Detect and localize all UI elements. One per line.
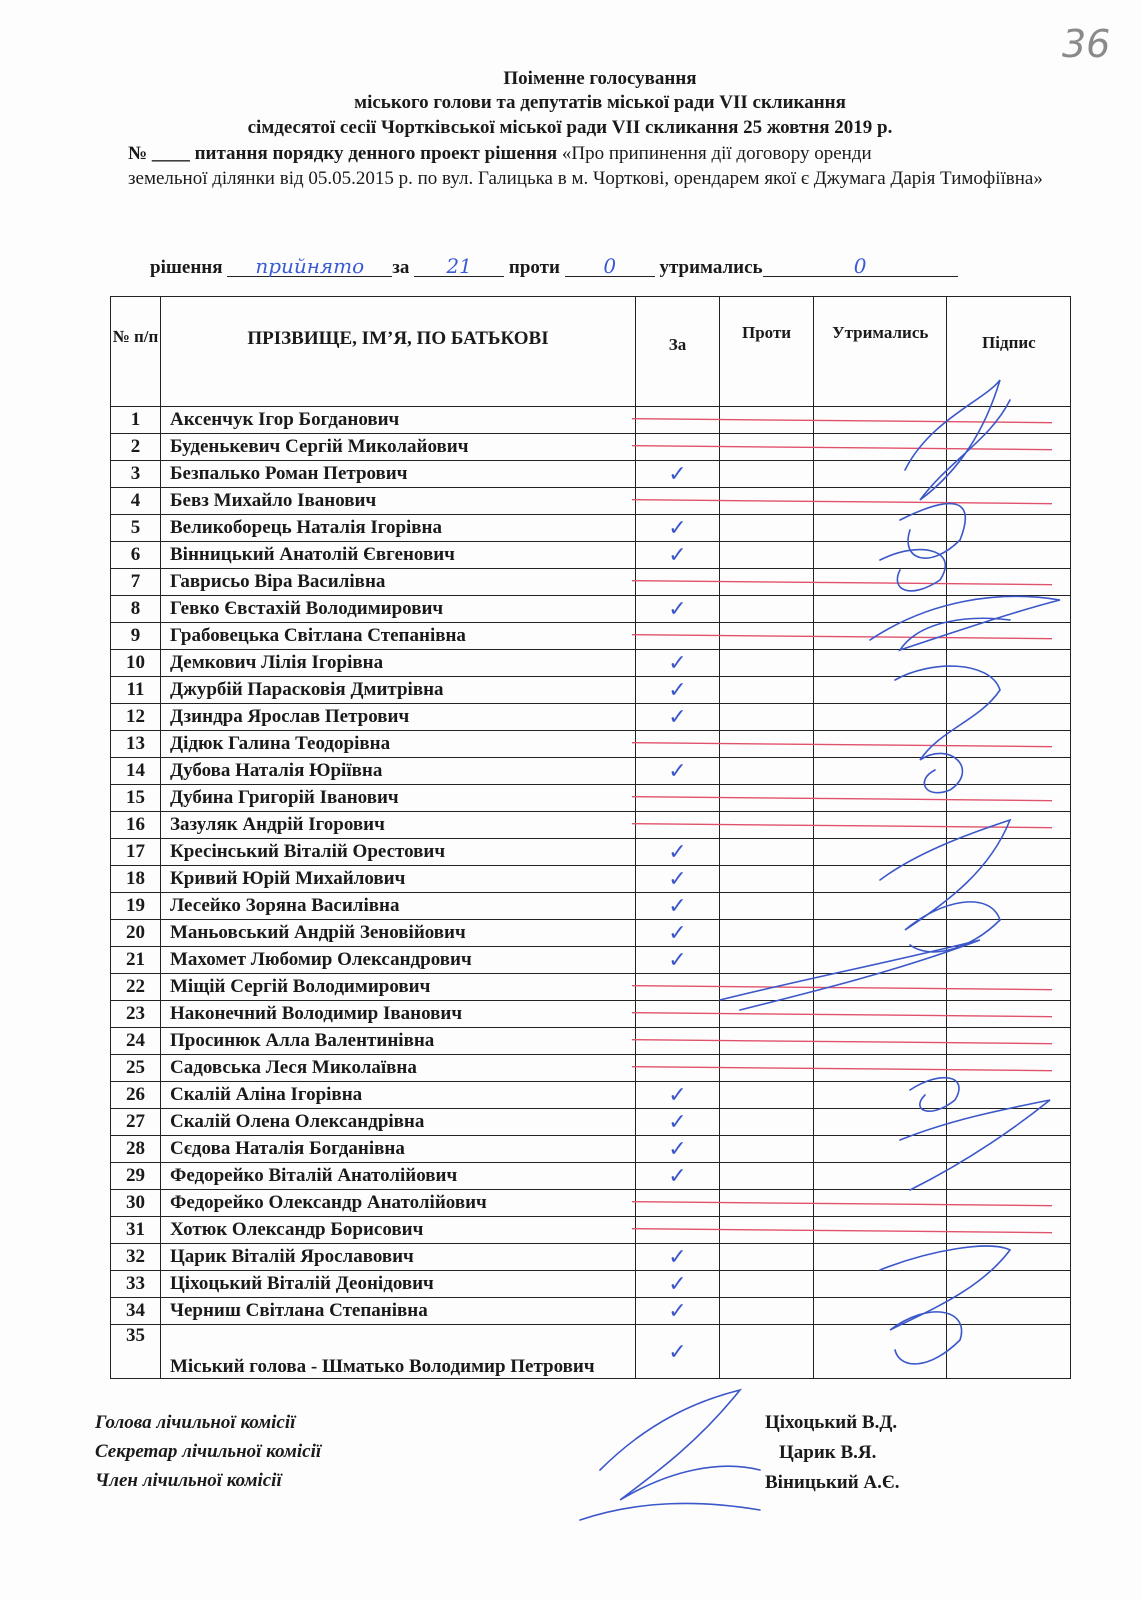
row-vote-for: [636, 407, 720, 434]
row-signature: [947, 1271, 1071, 1298]
row-signature: [947, 596, 1071, 623]
row-name: Дзиндра Ярослав Петрович: [161, 704, 636, 731]
check-mark-icon: ✓: [668, 704, 687, 729]
row-vote-against: [720, 1325, 814, 1379]
row-signature: [947, 839, 1071, 866]
row-name: Махомет Любомир Олександрович: [161, 947, 636, 974]
row-signature: [947, 1055, 1071, 1082]
check-mark-icon: ✓: [668, 839, 687, 864]
row-signature: [947, 1136, 1071, 1163]
row-signature: [947, 1001, 1071, 1028]
row-signature: [947, 1298, 1071, 1325]
check-mark-icon: ✓: [668, 1298, 687, 1323]
row-vote-for: [636, 1190, 720, 1217]
row-signature: [947, 866, 1071, 893]
row-number: 28: [111, 1136, 161, 1163]
row-vote-abstained: [814, 650, 947, 677]
row-vote-against: [720, 1298, 814, 1325]
row-vote-against: [720, 1190, 814, 1217]
row-vote-against: [720, 569, 814, 596]
row-number: 7: [111, 569, 161, 596]
abstained-label: утримались: [659, 257, 763, 278]
row-number: 27: [111, 1109, 161, 1136]
abstained-count: 0: [763, 254, 958, 277]
row-vote-against: [720, 407, 814, 434]
row-signature: [947, 974, 1071, 1001]
row-vote-for: [636, 650, 720, 677]
row-signature: [947, 1217, 1071, 1244]
row-name: Демкович Лілія Ігорівна: [161, 650, 636, 677]
row-vote-against: [720, 1028, 814, 1055]
row-vote-against: [720, 461, 814, 488]
table-row: [111, 920, 1071, 947]
row-name: Садовська Леся Миколаївна: [161, 1055, 636, 1082]
header-signature: Підпис: [947, 297, 1071, 407]
row-vote-for: [636, 569, 720, 596]
check-mark-icon: ✓: [668, 1082, 687, 1107]
row-vote-for: [636, 488, 720, 515]
row-vote-against: [720, 1001, 814, 1028]
row-vote-against: [720, 1082, 814, 1109]
question-text: земельної ділянки від 05.05.2015 р. по вул. Галицька в м. Чорткові, орендарем якої є Джумага Дарія Тимофіївна»: [128, 168, 1043, 189]
row-vote-for: [636, 434, 720, 461]
row-vote-against: [720, 1163, 814, 1190]
table-row: [111, 650, 1071, 677]
row-vote-abstained: [814, 866, 947, 893]
check-mark-icon: ✓: [668, 1244, 687, 1269]
table-row: [111, 1136, 1071, 1163]
row-number: 31: [111, 1217, 161, 1244]
row-name: Міський голова - Шматько Володимир Петрович: [161, 1325, 636, 1379]
row-vote-abstained: [814, 1325, 947, 1379]
row-number: 8: [111, 596, 161, 623]
row-signature: [947, 542, 1071, 569]
row-vote-for: [636, 1298, 720, 1325]
row-signature: [947, 650, 1071, 677]
row-vote-against: [720, 434, 814, 461]
row-vote-abstained: [814, 947, 947, 974]
row-vote-abstained: [814, 812, 947, 839]
check-mark-icon: ✓: [668, 596, 687, 621]
page-number: 36: [1062, 22, 1111, 66]
row-vote-abstained: [814, 1028, 947, 1055]
row-number: 17: [111, 839, 161, 866]
row-vote-for: [636, 758, 720, 785]
row-name: Дубина Григорій Іванович: [161, 785, 636, 812]
row-signature: [947, 1109, 1071, 1136]
row-signature: [947, 704, 1071, 731]
row-number: 34: [111, 1298, 161, 1325]
decision-line: [150, 254, 958, 279]
row-number: 9: [111, 623, 161, 650]
row-signature: [947, 785, 1071, 812]
row-number: 19: [111, 893, 161, 920]
row-vote-abstained: [814, 785, 947, 812]
row-vote-for: [636, 812, 720, 839]
role-member: Член лічильної комісії: [95, 1470, 282, 1491]
check-mark-icon: ✓: [668, 893, 687, 918]
row-vote-abstained: [814, 434, 947, 461]
row-name: Хотюк Олександр Борисович: [161, 1217, 636, 1244]
row-number: 30: [111, 1190, 161, 1217]
row-name: Просинюк Алла Валентинівна: [161, 1028, 636, 1055]
table-row: [111, 839, 1071, 866]
row-vote-for: [636, 704, 720, 731]
row-name: Аксенчук Ігор Богданович: [161, 407, 636, 434]
row-vote-for: [636, 1163, 720, 1190]
table-row: [111, 947, 1071, 974]
row-vote-abstained: [814, 1271, 947, 1298]
row-vote-against: [720, 758, 814, 785]
table-row: [111, 1271, 1071, 1298]
row-vote-against: [720, 731, 814, 758]
row-vote-abstained: [814, 731, 947, 758]
row-name: Зазуляк Андрій Ігорович: [161, 812, 636, 839]
row-name: Федорейко Віталій Анатолійович: [161, 1163, 636, 1190]
table-row: [111, 1055, 1071, 1082]
row-name: Ціхоцький Віталій Деонідович: [161, 1271, 636, 1298]
document-title: Поіменне голосування: [503, 68, 697, 89]
row-name: Великоборець Наталія Ігорівна: [161, 515, 636, 542]
check-mark-icon: ✓: [668, 461, 687, 486]
row-name: Федорейко Олександр Анатолійович: [161, 1190, 636, 1217]
row-vote-against: [720, 596, 814, 623]
row-vote-against: [720, 1055, 814, 1082]
row-vote-against: [720, 1136, 814, 1163]
against-count: 0: [565, 254, 655, 277]
row-vote-for: [636, 677, 720, 704]
decision-label: рішення: [150, 257, 223, 278]
row-signature: [947, 812, 1071, 839]
name-member: Віницький А.Є.: [765, 1472, 900, 1493]
row-signature: [947, 1244, 1071, 1271]
row-vote-abstained: [814, 1163, 947, 1190]
row-number: 5: [111, 515, 161, 542]
against-label: проти: [508, 257, 560, 278]
row-signature: [947, 434, 1071, 461]
row-vote-against: [720, 812, 814, 839]
row-name: Буденькевич Сергій Миколайович: [161, 434, 636, 461]
table-row: [111, 461, 1071, 488]
row-signature: [947, 515, 1071, 542]
table-row: [111, 596, 1071, 623]
row-vote-against: [720, 542, 814, 569]
row-number: 33: [111, 1271, 161, 1298]
table-row: [111, 1001, 1071, 1028]
row-vote-abstained: [814, 596, 947, 623]
signature-scribble: [580, 1390, 760, 1520]
row-number: 23: [111, 1001, 161, 1028]
header-abstained: Утримались: [814, 297, 947, 407]
commission-names: [765, 1408, 900, 1498]
row-vote-against: [720, 839, 814, 866]
check-mark-icon: ✓: [668, 920, 687, 945]
row-vote-for: [636, 461, 720, 488]
row-vote-against: [720, 1244, 814, 1271]
check-mark-icon: ✓: [668, 1163, 687, 1188]
row-number: 10: [111, 650, 161, 677]
row-vote-abstained: [814, 1244, 947, 1271]
row-number: 25: [111, 1055, 161, 1082]
row-number: 35: [111, 1325, 161, 1379]
row-name: Міщій Сергій Володимирович: [161, 974, 636, 1001]
row-vote-against: [720, 866, 814, 893]
row-number: 29: [111, 1163, 161, 1190]
row-vote-abstained: [814, 515, 947, 542]
table-row: [111, 623, 1071, 650]
row-number: 13: [111, 731, 161, 758]
row-vote-against: [720, 650, 814, 677]
row-number: 20: [111, 920, 161, 947]
row-signature: [947, 1163, 1071, 1190]
row-vote-for: [636, 542, 720, 569]
row-name: Маньовський Андрій Зеновійович: [161, 920, 636, 947]
row-vote-for: [636, 893, 720, 920]
row-vote-for: [636, 1028, 720, 1055]
row-number: 32: [111, 1244, 161, 1271]
row-name: Царик Віталій Ярославович: [161, 1244, 636, 1271]
row-number: 6: [111, 542, 161, 569]
row-name: Вінницький Анатолій Євгенович: [161, 542, 636, 569]
row-vote-against: [720, 677, 814, 704]
row-vote-abstained: [814, 542, 947, 569]
row-signature: [947, 461, 1071, 488]
table-row: [111, 974, 1071, 1001]
table-row: [111, 407, 1071, 434]
decision-value: прийнято: [227, 254, 392, 277]
row-vote-abstained: [814, 704, 947, 731]
question-text-start: «Про припинення дії договору оренди: [561, 143, 872, 164]
row-vote-for: [636, 1244, 720, 1271]
row-signature: [947, 677, 1071, 704]
table-row: [111, 1028, 1071, 1055]
row-vote-against: [720, 704, 814, 731]
row-number: 22: [111, 974, 161, 1001]
table-row: [111, 1244, 1071, 1271]
row-number: 4: [111, 488, 161, 515]
row-vote-abstained: [814, 758, 947, 785]
row-vote-for: [636, 1217, 720, 1244]
row-signature: [947, 758, 1071, 785]
row-vote-against: [720, 623, 814, 650]
row-vote-against: [720, 488, 814, 515]
row-name: Черниш Світлана Степанівна: [161, 1298, 636, 1325]
table-row: [111, 758, 1071, 785]
row-name: Сєдова Наталія Богданівна: [161, 1136, 636, 1163]
row-number: 11: [111, 677, 161, 704]
row-vote-abstained: [814, 461, 947, 488]
row-name: Гаврисьо Віра Василівна: [161, 569, 636, 596]
table-row: [111, 1190, 1071, 1217]
row-vote-for: [636, 1136, 720, 1163]
row-name: Бевз Михайло Іванович: [161, 488, 636, 515]
row-vote-for: [636, 596, 720, 623]
row-name: Гевко Євстахій Володимирович: [161, 596, 636, 623]
row-name: Лесейко Зоряна Василівна: [161, 893, 636, 920]
row-number: 16: [111, 812, 161, 839]
for-count: 21: [414, 254, 504, 277]
header-against: Проти: [720, 297, 814, 407]
row-number: 12: [111, 704, 161, 731]
table-row: [111, 704, 1071, 731]
row-vote-against: [720, 974, 814, 1001]
row-vote-abstained: [814, 1055, 947, 1082]
row-number: 2: [111, 434, 161, 461]
row-vote-against: [720, 1271, 814, 1298]
for-label: за: [392, 257, 410, 278]
row-name: Джурбій Парасковія Дмитрівна: [161, 677, 636, 704]
role-chair: Голова лічильної комісії: [95, 1412, 296, 1433]
header-for: За: [636, 297, 720, 407]
table-row: [111, 1163, 1071, 1190]
name-chair: Ціхоцький В.Д.: [765, 1412, 898, 1433]
row-number: 3: [111, 461, 161, 488]
row-vote-for: [636, 1109, 720, 1136]
commission-roles: [95, 1408, 321, 1495]
check-mark-icon: ✓: [668, 1109, 687, 1134]
row-signature: [947, 1082, 1071, 1109]
table-row: [111, 1082, 1071, 1109]
check-mark-icon: ✓: [668, 758, 687, 783]
check-mark-icon: ✓: [668, 866, 687, 891]
table-row: [111, 1325, 1071, 1379]
row-signature: [947, 407, 1071, 434]
row-vote-abstained: [814, 893, 947, 920]
row-number: 15: [111, 785, 161, 812]
table-row: [111, 812, 1071, 839]
row-vote-abstained: [814, 623, 947, 650]
row-vote-abstained: [814, 974, 947, 1001]
session-line: сімдесятої сесії Чортківської міської ради VII скликання 25 жовтня 2019 р.: [247, 117, 893, 138]
check-mark-icon: ✓: [668, 677, 687, 702]
row-signature: [947, 623, 1071, 650]
role-secretary: Секретар лічильної комісії: [95, 1441, 322, 1462]
row-name: Скалій Аліна Ігорівна: [161, 1082, 636, 1109]
row-name: Скалій Олена Олександрівна: [161, 1109, 636, 1136]
row-name: Дідюк Галина Теодорівна: [161, 731, 636, 758]
row-signature: [947, 1190, 1071, 1217]
row-vote-abstained: [814, 407, 947, 434]
header-num: № п/п: [111, 297, 161, 407]
row-vote-for: [636, 1055, 720, 1082]
row-vote-abstained: [814, 1298, 947, 1325]
table-row: [111, 569, 1071, 596]
row-vote-against: [720, 1109, 814, 1136]
row-signature: [947, 947, 1071, 974]
check-mark-icon: ✓: [668, 947, 687, 972]
check-mark-icon: ✓: [668, 1271, 687, 1296]
row-vote-for: [636, 515, 720, 542]
row-number: 26: [111, 1082, 161, 1109]
row-vote-against: [720, 785, 814, 812]
row-name: Дубова Наталія Юріївна: [161, 758, 636, 785]
row-signature: [947, 1028, 1071, 1055]
row-vote-against: [720, 893, 814, 920]
row-number: 14: [111, 758, 161, 785]
table-row: [111, 731, 1071, 758]
table-row: [111, 866, 1071, 893]
table-row: [111, 488, 1071, 515]
row-vote-abstained: [814, 677, 947, 704]
row-vote-for: [636, 920, 720, 947]
row-vote-abstained: [814, 1082, 947, 1109]
row-number: 18: [111, 866, 161, 893]
row-vote-abstained: [814, 1217, 947, 1244]
row-vote-for: [636, 947, 720, 974]
row-name: Кривий Юрій Михайлович: [161, 866, 636, 893]
row-vote-abstained: [814, 1136, 947, 1163]
row-signature: [947, 920, 1071, 947]
row-vote-abstained: [814, 1109, 947, 1136]
row-vote-against: [720, 515, 814, 542]
row-name: Грабовецька Світлана Степанівна: [161, 623, 636, 650]
table-row: [111, 1217, 1071, 1244]
row-vote-abstained: [814, 920, 947, 947]
row-vote-for: [636, 785, 720, 812]
row-signature: [947, 893, 1071, 920]
row-number: 21: [111, 947, 161, 974]
row-signature: [947, 488, 1071, 515]
row-vote-for: [636, 1325, 720, 1379]
row-number: 1: [111, 407, 161, 434]
check-mark-icon: ✓: [668, 1136, 687, 1161]
row-vote-against: [720, 947, 814, 974]
table-row: [111, 893, 1071, 920]
row-vote-against: [720, 1217, 814, 1244]
table-row: [111, 1298, 1071, 1325]
voting-table: [110, 296, 1071, 1379]
row-vote-for: [636, 974, 720, 1001]
row-vote-for: [636, 1271, 720, 1298]
table-row: [111, 542, 1071, 569]
table-row: [111, 434, 1071, 461]
header-name: ПРІЗВИЩЕ, ІМ’Я, ПО БАТЬКОВІ: [161, 297, 636, 407]
row-signature: [947, 731, 1071, 758]
check-mark-icon: ✓: [668, 515, 687, 540]
row-number: 24: [111, 1028, 161, 1055]
table-row: [111, 515, 1071, 542]
question-line: [128, 142, 1068, 165]
table-row: [111, 785, 1071, 812]
check-mark-icon: ✓: [668, 542, 687, 567]
row-vote-abstained: [814, 1190, 947, 1217]
row-vote-abstained: [814, 488, 947, 515]
row-signature: [947, 569, 1071, 596]
row-vote-for: [636, 1001, 720, 1028]
row-vote-abstained: [814, 839, 947, 866]
row-vote-for: [636, 731, 720, 758]
row-vote-abstained: [814, 569, 947, 596]
row-vote-against: [720, 920, 814, 947]
row-signature: [947, 1325, 1071, 1379]
row-name: Безпалько Роман Петрович: [161, 461, 636, 488]
row-name: Наконечний Володимир Іванович: [161, 1001, 636, 1028]
question-prefix: № ____ питання порядку денного проект рішення: [128, 143, 558, 164]
row-vote-for: [636, 1082, 720, 1109]
table-row: [111, 677, 1071, 704]
row-name: Кресінський Віталій Орестович: [161, 839, 636, 866]
row-vote-abstained: [814, 1001, 947, 1028]
row-vote-for: [636, 623, 720, 650]
document-subtitle: міського голови та депутатів міської ради VII скликання: [354, 92, 846, 113]
check-mark-icon: ✓: [668, 650, 687, 675]
row-vote-for: [636, 866, 720, 893]
name-secretary: Царик В.Я.: [779, 1442, 877, 1463]
check-mark-icon: ✓: [668, 1338, 687, 1364]
table-row: [111, 1109, 1071, 1136]
row-vote-for: [636, 839, 720, 866]
